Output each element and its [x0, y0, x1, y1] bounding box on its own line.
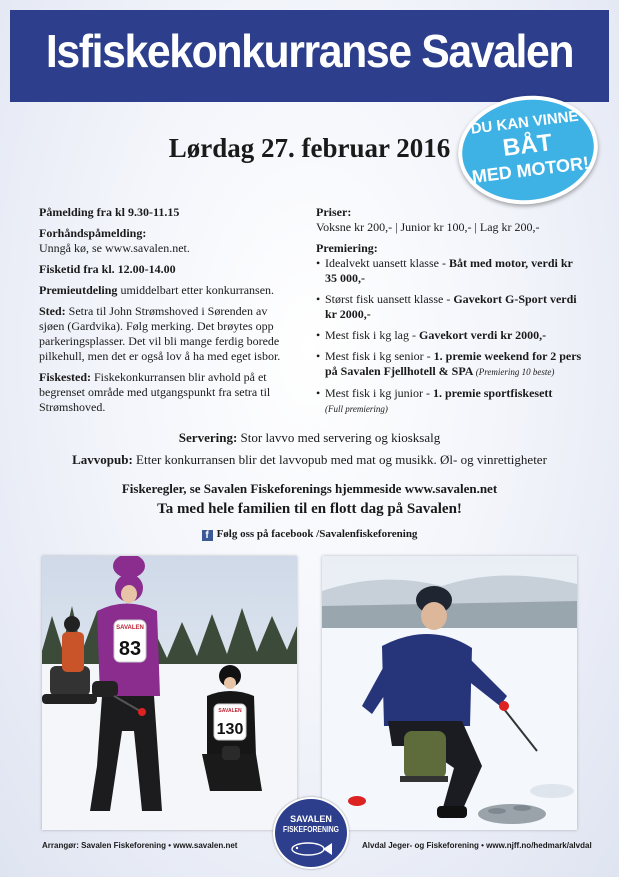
info-right-column — [316, 205, 586, 423]
fishing-time: Fisketid fra kl. 12.00-14.00 — [39, 262, 176, 276]
fishing-rules: Fiskeregler, se Savalen Fiskeforenings hjemmeside www.savalen.net — [121, 481, 498, 496]
location-label: Sted: — [39, 304, 66, 318]
preregistration-text: Unngå kø, se www.savalen.net. — [39, 241, 190, 255]
prices-text: Voksne kr 200,- | Junior kr 100,- | Lag kr 200,- — [316, 220, 540, 234]
info-left-column — [39, 205, 294, 421]
preregistration-label: Forhåndspåmelding: — [39, 226, 147, 240]
prize-item: • Størst fisk uansett klasse - Gavekort G-Sport verdi kr 2000,- — [316, 292, 577, 321]
facebook-line — [0, 528, 619, 541]
prizes-label: Premiering: — [316, 241, 378, 255]
partner-caption: Alvdal Jeger- og Fiskeforening • www.njff.no/hedmark/alvdal — [362, 841, 592, 850]
poster-title: Isfiskekonkurranse Savalen — [45, 25, 574, 77]
lavvopub-info: Lavvopub: Etter konkurransen blir det lavvopub med mat og musikk. Øl- og vinrettigheter — [72, 452, 547, 467]
backpack — [400, 731, 448, 782]
prices-label: Priser: — [316, 205, 352, 219]
badge-line-1: DU KAN VINNE — [469, 107, 580, 138]
prize-item: • Idealvekt uansett klasse - Båt med motor, verdi kr 35 000,- — [316, 256, 573, 285]
bib-brand-1: SAVALEN — [116, 625, 144, 631]
facebook-icon: f — [202, 530, 213, 541]
fishing-area-text: Fiskekonkurransen blir avhold på et begrenset område med utgangspunkt fra setra til Strømshoved. — [39, 370, 271, 414]
savalen-fiskeforening-logo — [273, 797, 349, 869]
prize-item: • Mest fisk i kg senior - 1. premie weekend for 2 pers på Savalen Fjellhotell & SPA (Premiering 10 beste) — [316, 349, 582, 378]
event-date: Lørdag 27. februar 2016 — [168, 133, 451, 163]
logo-top-text: SAVALEN — [290, 814, 332, 824]
prize-item: • Mest fisk i kg junior - 1. premie sportfiskesett (Full premiering) — [316, 386, 553, 414]
prize-item: • Mest fisk i kg lag - Gavekort verdi kr 2000,- — [316, 328, 547, 342]
bib-number-83: 83 — [118, 638, 142, 660]
badge-line-3: MED MOTOR! — [470, 152, 591, 187]
fish-icon — [289, 841, 333, 857]
photo-woman-and-child — [42, 556, 297, 830]
header-banner — [10, 10, 609, 102]
location-text: Setra til John Strømshoved i Sørenden av sjøen (Gardvika). Følg merking. Det brøytes opp parkeringsplasser. Det vil bli mange ferdig borede pilkehull, men det er også lov å ha med eget isbor. — [39, 304, 281, 363]
fishing-area-label: Fiskested: — [39, 370, 91, 384]
photo-man-fishing — [322, 556, 577, 830]
organizer-caption: Arrangør: Savalen Fiskeforening • www.savalen.net — [42, 841, 238, 850]
bib-number-130: 130 — [216, 721, 244, 738]
family-slogan: Ta med hele familien til en flott dag på Savalen! — [157, 501, 462, 517]
facebook-text: Følg oss på facebook /Savalenfiskeforening — [216, 528, 418, 540]
logo-bottom-text: FISKEFORENING — [283, 825, 339, 834]
badge-line-2: BÅT — [501, 129, 554, 162]
prize-list — [316, 256, 586, 417]
prize-ceremony-label: Premieutdeling — [39, 283, 118, 297]
bib-brand-2: SAVALEN — [218, 708, 242, 714]
caught-fish-pile — [478, 804, 546, 824]
serving-info: Servering: Stor lavvo med servering og kiosksalg — [178, 430, 441, 445]
prize-ceremony-text: umiddelbart etter konkurransen. — [117, 283, 275, 297]
registration-time: Påmelding fra kl 9.30-11.15 — [39, 205, 180, 219]
